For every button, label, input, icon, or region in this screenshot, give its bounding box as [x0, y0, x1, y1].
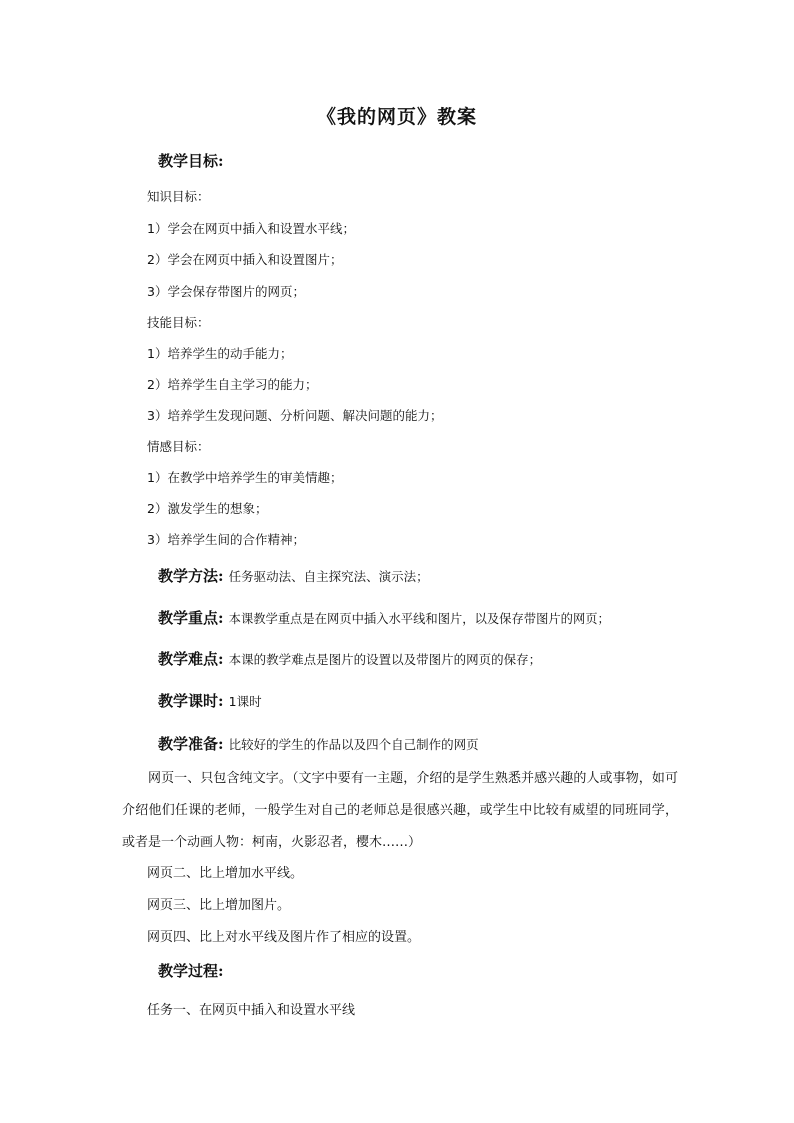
method-text: 任务驱动法、自主探究法、演示法； — [228, 569, 429, 584]
emotion-item-2: 2）激发学生的想象； — [147, 501, 268, 516]
emotion-item-1: 1）在教学中培养学生的审美情趣； — [147, 470, 343, 485]
skill-item-1: 1）培养学生的动手能力； — [147, 346, 293, 361]
prep-row — [158, 733, 479, 754]
knowledge-label: 知识目标： — [147, 189, 210, 204]
webpage-one-paragraph: 网页一、只包含纯文字。（文字中要有一主题，介绍的是学生熟悉并感兴趣的人或事物，如可介绍他们任课的老师，一般学生对自己的老师总是很感兴趣，或学生中比较有威望的同班同学，或者是一个动画人物：柯南，火影忍者，樱木……） — [122, 771, 678, 850]
method-heading: 教学方法: — [158, 567, 224, 585]
focus-heading: 教学重点: — [158, 609, 224, 627]
skill-item-2: 2）培养学生自主学习的能力； — [147, 377, 318, 392]
webpage-two-line: 网页二、比上增加水平线。 — [147, 866, 304, 881]
hours-heading: 教学课时: — [158, 692, 224, 710]
task-one-line: 任务一、在网页中插入和设置水平线 — [147, 1003, 356, 1018]
knowledge-item-1: 1）学会在网页中插入和设置水平线； — [147, 221, 355, 236]
prep-text: 比较好的学生的作品以及四个自己制作的网页 — [228, 737, 479, 752]
focus-row — [158, 607, 610, 628]
emotion-label: 情感目标： — [147, 439, 210, 454]
document-title: 《我的网页》教案 — [316, 106, 477, 128]
webpage-four-line: 网页四、比上对水平线及图片作了相应的设置。 — [147, 930, 421, 945]
emotion-item-3: 3）培养学生间的合作精神； — [147, 532, 305, 547]
objectives-heading: 教学目标: — [158, 152, 224, 170]
knowledge-item-2: 2）学会在网页中插入和设置图片； — [147, 252, 343, 267]
skill-label: 技能目标： — [147, 315, 210, 330]
hours-row — [158, 690, 262, 711]
method-row — [158, 565, 429, 586]
knowledge-item-3: 3）学会保存带图片的网页； — [147, 284, 305, 299]
difficulty-heading: 教学难点: — [158, 650, 224, 668]
process-heading: 教学过程: — [158, 962, 224, 980]
focus-text: 本课教学重点是在网页中插入水平线和图片，以及保存带图片的网页； — [228, 612, 610, 626]
difficulty-row — [158, 648, 541, 669]
skill-item-3: 3）培养学生发现问题、分析问题、解决问题的能力； — [147, 408, 443, 423]
objectives-heading-row — [158, 150, 224, 171]
hours-text: 1课时 — [228, 694, 262, 709]
webpage-three-line: 网页三、比上增加图片。 — [147, 898, 291, 913]
process-heading-row — [158, 960, 224, 981]
prep-heading: 教学准备: — [158, 735, 224, 753]
difficulty-text: 本课的教学难点是图片的设置以及带图片的网页的保存； — [228, 652, 542, 667]
